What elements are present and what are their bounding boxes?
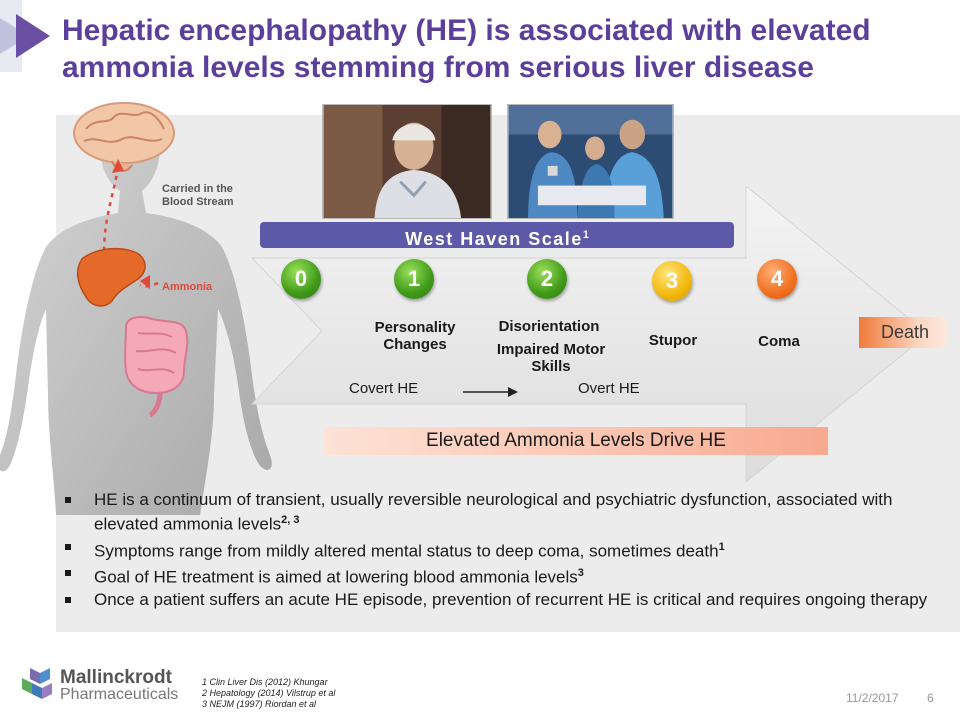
stage-2-label: Disorientation [498,318,600,335]
bullet-item: HE is a continuum of transient, usually reversible neurological and psychiatric dysfunction, associated with elevated ammonia levels$^{2, 3}$ [62,490,932,535]
brain-icon [74,103,174,171]
west-haven-scale-bar: West Haven Scale$^1$ [260,222,734,248]
stage-3-circle: 3 [652,261,692,301]
covert-he-label: Covert HE [349,380,419,397]
stage-2-secondary-label: Impaired Motor Skills [496,341,606,375]
stage-1-label: Personality Changes [374,319,456,353]
bullet-item: Symptoms range from mildly altered mental status to deep coma, sometimes death$^1$ [62,537,932,562]
square-bullet-icon [65,497,71,503]
bullet-list [62,490,932,612]
reference-item: 2 Hepatology (2014) Vilstrup et al [202,688,336,698]
reference-item: 1 Clin Liver Dis (2012) Khungar [202,677,328,687]
corner-chevron-logo [0,0,52,72]
square-bullet-icon [65,570,71,576]
square-bullet-icon [65,544,71,550]
death-end-state: Death [859,317,947,348]
brand-name: Mallinckrodt [60,667,172,688]
stage-0-circle: 0 [281,259,321,299]
references [202,677,335,710]
stage-1-circle: 1 [394,259,434,299]
stage-2-circle: 2 [527,259,567,299]
bullet-item: Once a patient suffers an acute HE episode, prevention of recurrent HE is critical and requires ongoing therapy [62,590,932,610]
ammonia-label: Ammonia [162,281,213,293]
slide-title: Hepatic encephalopathy (HE) is associated with elevated ammonia levels stemming from serious liver disease [62,14,871,84]
right-arrow-icon [463,386,518,398]
stage-4-circle: 4 [757,259,797,299]
stage-3-label: Stupor [648,332,698,349]
mallinckrodt-logo-icon [20,666,54,700]
page-number: 6 [927,691,934,705]
stage-4-label: Coma [758,333,800,350]
slide-date: 11/2/2017 [846,691,899,705]
overt-he-label: Overt HE [578,380,640,397]
brand-subtitle: Pharmaceuticals [60,686,179,703]
ammonia-banner: Elevated Ammonia Levels Drive HE [324,427,828,455]
bullet-item: Goal of HE treatment is aimed at lowering blood ammonia levels$^3$ [62,563,932,588]
carried-in-blood-label: Carried in the Blood Stream [162,183,234,208]
reference-item: 3 NEJM (1997) Riordan et al [202,699,317,709]
square-bullet-icon [65,597,71,603]
